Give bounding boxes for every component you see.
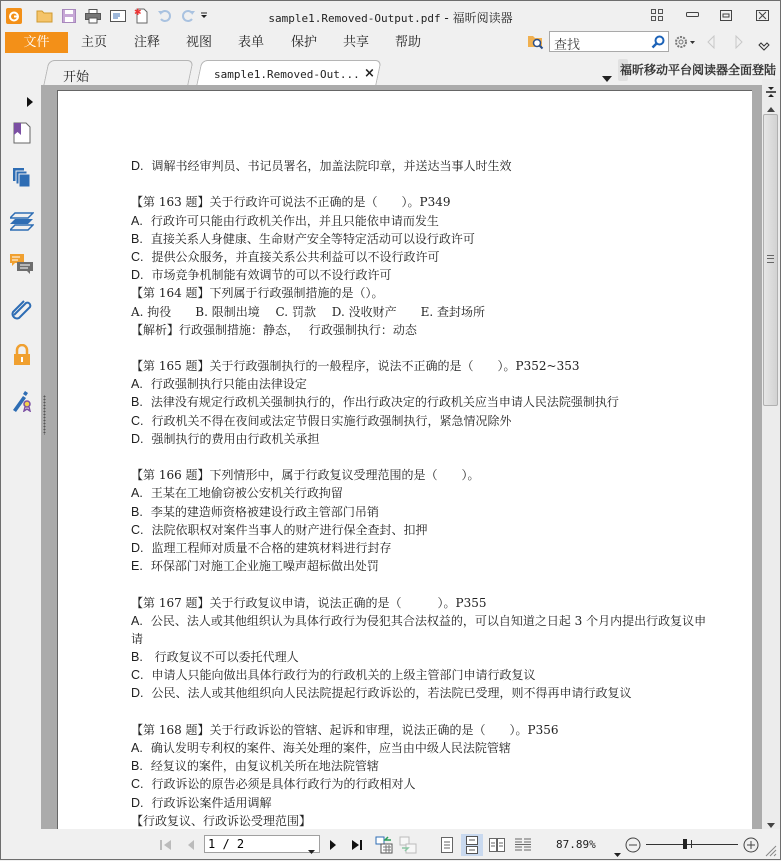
line-text: 申请人只能向做出具体行政行为的行政机关的上级主管部门申请行政复议 [151,668,536,683]
line-text: 行政机关不得在夜间或法定节假日实施行政强制执行，紧急情况除外 [151,413,512,428]
line-text: 【解析】行政强制措施：静态， 行政强制执行：动态 [131,322,417,337]
line-text: 行政诉讼的原告必须是具体行政行为的行政相对人 [151,777,416,792]
option-line [131,539,741,557]
question-line [131,594,741,612]
page-content [131,157,741,830]
option-label: D. [131,686,144,701]
continuous-view-button[interactable] [461,834,483,856]
option-line [131,230,741,248]
line-text: 【第 165 题】关于行政强制执行的一般程序，说法不正确的是（ ）。P352~353 [131,359,580,374]
promo-dropdown-icon[interactable] [602,67,612,86]
line-text: 王某在工地偷窃被公安机关行政拘留 [150,486,343,501]
line-text: 环保部门对施工企业施工噪声超标做出处罚 [150,559,379,574]
question-line [131,466,741,484]
navigation-panel [1,85,41,830]
question-line [131,812,741,830]
thumb-grip [767,255,774,263]
line-text: 【第 168 题】关于行政诉讼的管辖、起诉和审理，说法正确的是（ ）。P356 [131,722,559,737]
tab-close-icon[interactable]: × [364,66,375,81]
line-text: 监理工程师对质量不合格的建筑材料进行封存 [151,540,392,555]
line-text: 经复议的案件，由复议机关所在地法院管辖 [150,759,379,774]
forward-nav-icon[interactable] [734,34,746,50]
search-placeholder: 查找 [554,38,581,53]
option-label: B. [131,759,143,774]
search-input[interactable] [549,31,669,52]
zoom-in-button[interactable] [742,836,760,854]
zoom-slider-handle[interactable] [683,839,687,849]
option-line [131,393,741,411]
line-text: 【第 163 题】关于行政许可说法不正确的是（ ）。P349 [131,195,451,210]
menu-share[interactable]: 共享 [343,35,370,50]
menu-form[interactable]: 表单 [238,35,265,50]
menu-help[interactable]: 帮助 [395,35,422,50]
zoom-level[interactable]: 87.89% [556,838,596,851]
paragraph-spacer [131,339,741,357]
expand-panel-icon[interactable] [27,92,33,111]
next-view-button[interactable] [399,836,417,854]
option-line [131,757,741,775]
option-line [131,648,741,666]
option-label: B. [131,650,143,665]
close-button[interactable] [751,6,773,24]
line-text: 请 [131,631,144,646]
single-page-view-button[interactable] [438,836,456,854]
option-label: B. [131,395,143,410]
title-app-name: 福昕阅读器 [452,11,513,25]
question-line [131,357,741,375]
bookmarks-icon[interactable] [10,121,34,145]
splitter-grip[interactable] [43,395,46,435]
facing-view-button[interactable] [488,836,506,854]
question-line [131,321,741,339]
menu-file[interactable]: 文件 [5,32,68,53]
line-text: 行政诉讼案件适用调解 [151,795,272,810]
pages-icon[interactable] [10,165,34,189]
option-line [131,794,741,812]
option-line [131,503,741,521]
line-text: 法律没有规定行政机关强制执行的，作出行政决定的行政机关应当申请人民法院强制执行 [150,395,619,410]
last-page-button[interactable] [348,836,366,854]
line-text: 【第 164 题】下列属于行政强制措施的是（）。 [131,286,384,301]
back-nav-icon[interactable] [706,34,718,50]
tab-start-label: 开始 [63,70,90,85]
line-text: A. 拘役 B. 限制出境 C. 罚款 D. 没收财产 E. 查封场所 [131,304,485,319]
line-text: 行政许可只能由行政机关作出，并且只能依申请而发生 [150,213,439,228]
option-line [131,430,741,448]
line-text: 行政复议不可以委托代理人 [150,650,299,665]
layers-icon[interactable] [10,209,34,233]
scrollbar-thumb[interactable] [763,114,778,406]
continuous-facing-view-button[interactable] [514,836,532,854]
line-text: 【第 166 题】下列情形中，属于行政复议受理范围的是（ ）。 [131,468,480,483]
option-label: B. [131,231,143,246]
line-text: 确认发明专利权的案件、海关处理的案件，应当由中级人民法院管辖 [150,741,511,755]
search-icon[interactable] [651,34,665,53]
option-label: C. [131,413,144,428]
comments-icon[interactable] [10,253,34,277]
line-text: 李某的建造师资格被建设行政主管部门吊销 [150,504,379,519]
line-text: 直接关系人身健康、生命财产安全等特定活动可以设行政许可 [150,231,475,246]
first-page-button[interactable] [157,836,175,854]
vertical-scrollbar[interactable] [762,79,780,829]
signature-icon[interactable] [10,389,34,413]
line-text: 【第 167 题】关于行政复议申请，说法正确的是（ ）。P355 [131,595,487,610]
title-bar [1,1,780,31]
promo-banner[interactable]: 福昕移动平台阅读器全面登陆 [620,63,777,77]
option-label: A. [131,613,143,628]
option-line [131,684,741,702]
zoom-out-button[interactable] [624,836,642,854]
question-line [131,193,741,211]
option-label: D. [131,268,144,283]
option-line [131,266,741,284]
next-page-button[interactable] [324,836,342,854]
line-text: 【行政复议、行政诉讼受理范围】 [131,813,312,828]
line-text: 市场竞争机制能有效调节的可以不设行政许可 [151,268,392,283]
collapse-ribbon-icon[interactable] [758,37,772,49]
menu-protect[interactable]: 保护 [291,35,318,50]
option-label: D. [131,540,144,555]
zoom-slider-track[interactable] [646,844,738,845]
document-viewport[interactable] [55,85,762,829]
page-number-input[interactable] [204,835,320,853]
line-text: 公民、法人或其他组织认为具体行政行为侵犯其合法权益的，可以自知道之日起 3 个月内提出行政复议申 [150,613,707,628]
svg-text:✱: ✱ [134,8,142,18]
maximize-button[interactable] [715,6,737,24]
option-label: C. [131,522,144,537]
option-line [131,521,741,539]
option-label: A. [131,377,143,392]
option-line [131,739,741,757]
page-number-value: 1 / 2 [208,837,245,851]
option-label: C. [131,249,144,264]
option-label: A. [131,486,143,501]
resize-grip-icon[interactable] [765,842,777,861]
line-text: 公民、法人或其他组织向人民法院提起行政诉讼的，若法院已受理，则不得再申请行政复议 [151,686,632,701]
line-text: 行政强制执行只能由法律设定 [150,377,307,392]
title-filename: sample1.Removed-Output.pdf [268,12,441,25]
attachments-icon[interactable] [10,297,34,321]
line-text: 提供公众服务，并直接关系公共利益可以不设行政许可 [151,249,440,264]
pdf-page [57,90,752,850]
option-label: D. [131,159,144,173]
option-line [131,666,741,684]
question-line [131,630,741,648]
zoom-slider-tick [691,840,692,848]
menu-home[interactable]: 主页 [81,35,108,50]
option-label: D. [131,795,144,810]
option-label: A. [131,741,143,755]
tab-document-label: sample1.Removed-Out... [214,68,360,81]
option-label: C. [131,777,144,792]
status-bar [1,829,780,859]
option-label: A. [131,213,143,228]
option-line [131,157,741,175]
option-line [131,212,741,230]
option-line [131,775,741,793]
previous-page-button[interactable] [182,836,200,854]
option-label: B. [131,504,143,519]
option-line [131,375,741,393]
option-label: D. [131,431,144,446]
option-line [131,248,741,266]
minimize-button[interactable] [682,6,704,24]
settings-gear-icon[interactable] [674,34,698,50]
option-line [131,612,741,630]
menu-view[interactable]: 视图 [186,35,213,50]
question-line [131,721,741,739]
paragraph-spacer [131,575,741,593]
menu-comment[interactable]: 注释 [134,35,161,50]
line-text: 强制执行的费用由行政机关承担 [151,431,320,446]
option-label: E. [131,559,143,574]
option-label: C. [131,668,144,683]
previous-view-button[interactable] [375,836,393,854]
question-line [131,303,741,321]
line-text: 调解书经审判员、书记员署名，加盖法院印章，并送达当事人时生效 [151,159,512,173]
fullscreen-icon[interactable] [646,6,668,24]
paragraph-spacer [131,175,741,193]
paragraph-spacer [131,448,741,466]
folder-search-icon[interactable] [527,34,545,50]
window-title: sample1.Removed-Output.pdf - 福昕阅读器 [268,11,513,25]
page-dropdown-icon[interactable] [308,842,315,858]
security-lock-icon[interactable] [10,343,34,367]
panel-splitter[interactable] [41,85,55,829]
question-line [131,284,741,302]
line-text: 法院依职权对案件当事人的财产进行保全查封、扣押 [151,522,428,537]
option-line [131,557,741,575]
zoom-dropdown-icon[interactable] [614,842,621,861]
option-line [131,412,741,430]
paragraph-spacer [131,703,741,721]
option-line [131,484,741,502]
